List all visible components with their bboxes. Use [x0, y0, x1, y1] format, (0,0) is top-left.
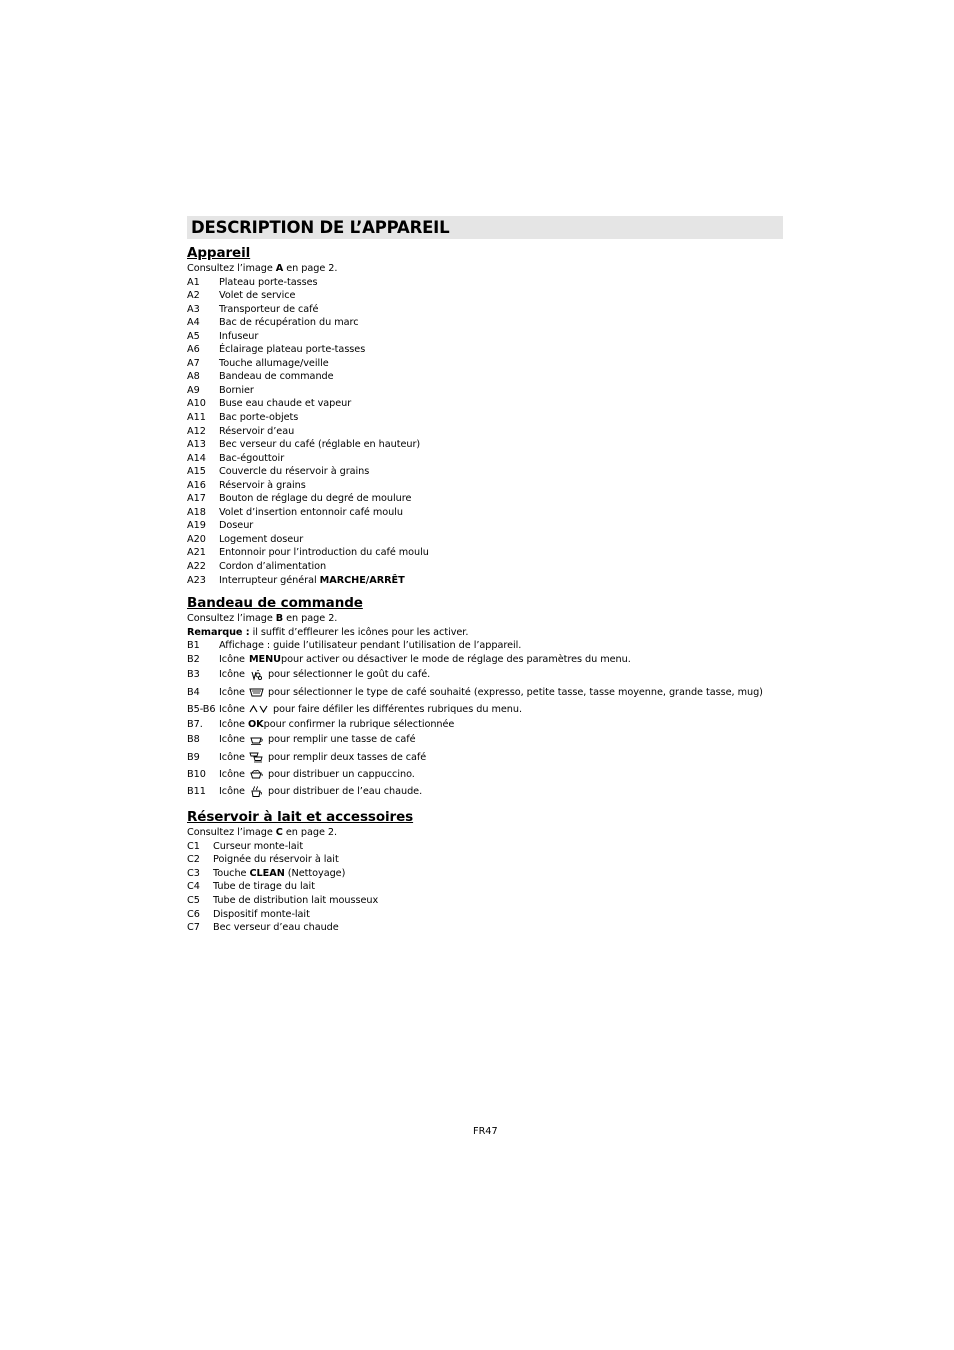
- item-label: Bandeau de commande: [219, 371, 334, 383]
- one-cup-icon: [249, 734, 264, 746]
- list-item-b8: B8 Icône pour remplir une tasse de café: [187, 734, 416, 746]
- item-code: A13: [187, 439, 206, 451]
- list-item-c7: C7 Bec verseur d’eau chaude: [187, 922, 339, 934]
- item-label: Bac porte-objets: [219, 412, 299, 424]
- up-down-arrows-icon: [249, 703, 269, 715]
- list-item: [187, 519, 783, 533]
- list-item: [187, 452, 783, 466]
- page-title: DESCRIPTION DE L’APPAREIL: [191, 218, 450, 237]
- item-label: Interrupteur général MARCHE/ARRÊT: [219, 574, 405, 586]
- item-label: Bac de récupération du marc: [219, 317, 359, 329]
- cappuccino-icon: [249, 768, 264, 780]
- item-code: A16: [187, 479, 206, 491]
- item-label: Logement doseur: [219, 533, 304, 545]
- list-item: [187, 316, 783, 330]
- list-item: [187, 479, 783, 493]
- list-item: [187, 574, 783, 588]
- hot-water-icon: [249, 786, 264, 798]
- item-code: A22: [187, 561, 206, 573]
- list-item-c6: C6 Dispositif monte-lait: [187, 908, 310, 920]
- list-item: [187, 397, 783, 411]
- note-line: Remarque : il suffit d’effleurer les icônes pour les activer.: [187, 626, 469, 638]
- item-code: A2: [187, 290, 200, 302]
- item-code: A10: [187, 398, 206, 410]
- reference-line-a: Consultez l’image A en page 2.: [187, 263, 338, 274]
- item-label: Bouton de réglage du degré de moulure: [219, 493, 412, 505]
- list-item: [187, 506, 783, 520]
- item-code: A17: [187, 493, 206, 505]
- list-item: [187, 289, 783, 303]
- list-item-b7: B7. Icône OK pour confirmer la rubrique sélectionnée: [187, 718, 455, 730]
- item-label: Doseur: [219, 520, 254, 532]
- list-item-b3: B3 Icône pour sélectionner le goût du café.: [187, 669, 431, 681]
- item-code: A3: [187, 303, 200, 315]
- list-item-c3: C3 Touche CLEAN (Nettoyage): [187, 867, 346, 879]
- item-label: Transporteur de café: [219, 303, 319, 315]
- list-item-c5: C5 Tube de distribution lait mousseux: [187, 895, 379, 907]
- list-item: [187, 492, 783, 506]
- item-label: Bec verseur du café (réglable en hauteur): [219, 439, 421, 451]
- page-number: FR47: [473, 1126, 498, 1137]
- list-item: [187, 276, 783, 290]
- list-item-b1: B1 Affichage : guide l’utilisateur pendant l’utilisation de l’appareil.: [187, 640, 522, 652]
- list-item-b4: B4 Icône pour sélectionner le type de café souhaité (expresso, petite tasse, tasse moyenne, grande tasse, mug): [187, 686, 763, 698]
- item-label: Réservoir d’eau: [219, 425, 295, 437]
- item-code: A4: [187, 317, 200, 329]
- list-item: [187, 425, 783, 439]
- two-cups-icon: [249, 751, 264, 763]
- item-label: Infuseur: [219, 330, 259, 342]
- list-item: [187, 303, 783, 317]
- item-code: A19: [187, 520, 206, 532]
- item-label: Réservoir à grains: [219, 479, 306, 491]
- item-code: A8: [187, 371, 200, 383]
- list-item-b10: B10 Icône pour distribuer un cappuccino.: [187, 768, 415, 780]
- list-item-b9: B9 Icône pour remplir deux tasses de café: [187, 751, 427, 763]
- list-item: [187, 546, 783, 560]
- item-label: Volet d’insertion entonnoir café moulu: [219, 506, 403, 518]
- aroma-icon: [249, 669, 264, 681]
- item-code: A14: [187, 452, 206, 464]
- list-item-c1: C1 Curseur monte-lait: [187, 840, 304, 852]
- item-code: A12: [187, 425, 206, 437]
- heading-bandeau: Bandeau de commande: [187, 595, 363, 612]
- item-label: Cordon d’alimentation: [219, 561, 327, 573]
- list-item-b2: B2 Icône MENU pour activer ou désactiver le mode de réglage des paramètres du menu.: [187, 653, 631, 665]
- appareil-list: [187, 276, 783, 574]
- list-item: [187, 438, 783, 452]
- item-code: A23: [187, 574, 206, 586]
- list-item: [187, 465, 783, 479]
- item-code: A1: [187, 276, 200, 288]
- cup-size-icon: [249, 686, 264, 698]
- item-label: Plateau porte-tasses: [219, 276, 318, 288]
- item-label: Bac-égouttoir: [219, 452, 285, 464]
- heading-reservoir: Réservoir à lait et accessoires: [187, 809, 414, 826]
- item-code: A15: [187, 466, 206, 478]
- item-code: A6: [187, 344, 200, 356]
- list-item-c4: C4 Tube de tirage du lait: [187, 881, 315, 893]
- list-item-b5-b6: B5-B6 Icône pour faire défiler les différentes rubriques du menu.: [187, 703, 522, 715]
- item-code: A7: [187, 357, 200, 369]
- list-item: [187, 343, 783, 357]
- item-label: Touche allumage/veille: [219, 357, 329, 369]
- list-item: [187, 384, 783, 398]
- item-label: Éclairage plateau porte-tasses: [219, 344, 366, 356]
- item-code: A18: [187, 506, 206, 518]
- list-item: [187, 357, 783, 371]
- page-content: [187, 216, 783, 935]
- item-label: Bornier: [219, 384, 254, 396]
- item-code: A21: [187, 547, 206, 559]
- list-item-c2: C2 Poignée du réservoir à lait: [187, 854, 339, 866]
- item-code: A20: [187, 533, 206, 545]
- list-item: [187, 411, 783, 425]
- section-title-bar: [187, 216, 783, 239]
- item-label: Buse eau chaude et vapeur: [219, 398, 352, 410]
- list-item: [187, 560, 783, 574]
- item-label: Couvercle du réservoir à grains: [219, 466, 370, 478]
- list-item: [187, 533, 783, 547]
- list-item: [187, 370, 783, 384]
- heading-appareil: Appareil: [187, 245, 251, 261]
- item-code: A5: [187, 330, 200, 342]
- list-item-b11: B11 Icône pour distribuer de l’eau chaude.: [187, 786, 423, 798]
- item-code: A9: [187, 384, 200, 396]
- reference-line-c: Consultez l’image C en page 2.: [187, 827, 338, 839]
- reference-line-b: Consultez l’image B en page 2.: [187, 613, 338, 625]
- item-code: A11: [187, 412, 206, 424]
- list-item: [187, 330, 783, 344]
- item-label: Volet de service: [219, 290, 296, 302]
- item-label: Entonnoir pour l’introduction du café moulu: [219, 547, 429, 559]
